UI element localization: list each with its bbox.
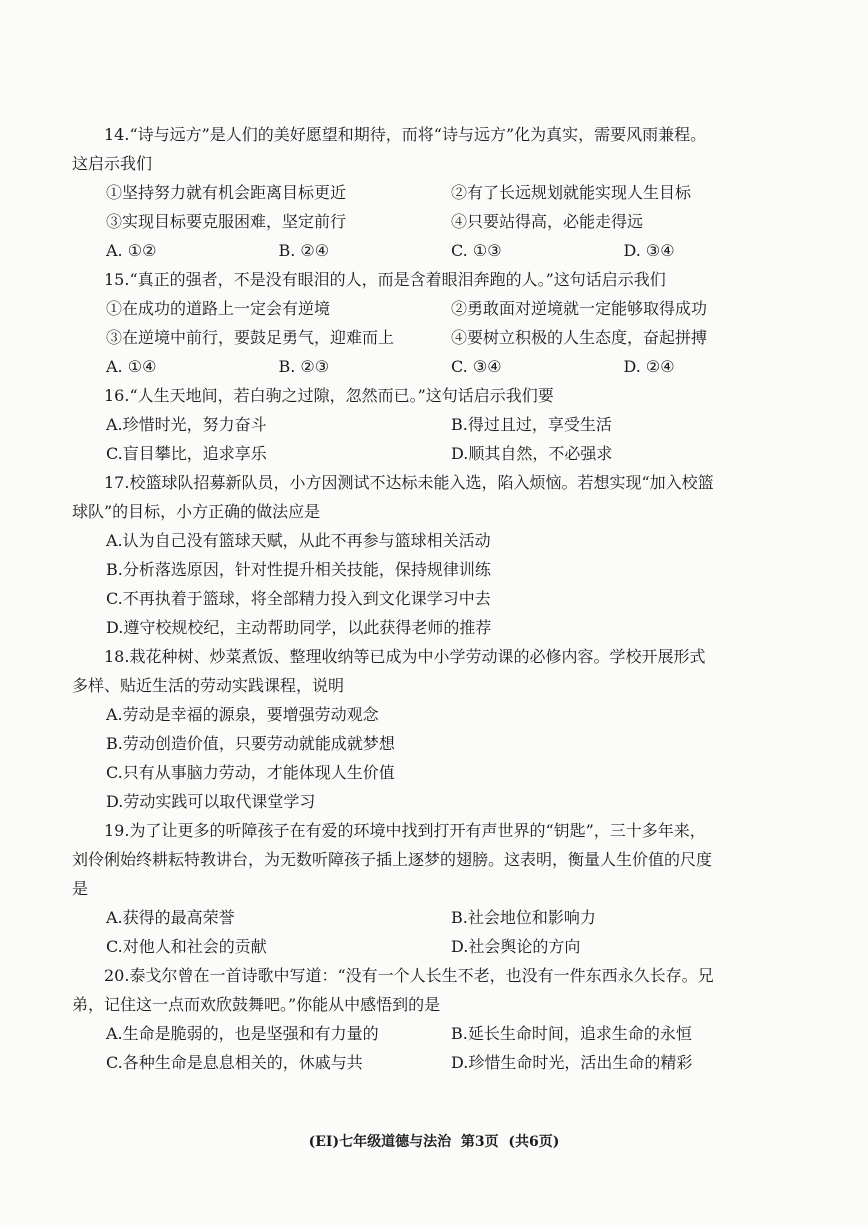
- option-row: [72, 410, 796, 439]
- question-stem: 20.泰戈尔曾在一首诗歌中写道：“没有一个人长生不老，也没有一件东西永久长存。兄: [104, 966, 714, 985]
- option-a: A.劳动是幸福的源泉，要增强劳动观念: [106, 705, 379, 724]
- statement-row: [72, 207, 796, 236]
- option-a: A.生命是脆弱的，也是坚强和有力量的: [106, 1024, 379, 1043]
- question-stem: 17.校篮球队招募新队员，小方因测试不达标未能入选，陷入烦恼。若想实现“加入校篮: [104, 473, 714, 492]
- statement-row: [72, 178, 796, 207]
- option-c: C.不再执着于篮球，将全部精力投入到文化课学习中去: [106, 589, 491, 608]
- statement: ③实现目标要克服困难，坚定前行: [106, 212, 347, 231]
- question-16: [72, 381, 796, 468]
- option-a: A.珍惜时光，努力奋斗: [106, 415, 267, 434]
- option-row: [72, 352, 796, 381]
- statement: ①坚持努力就有机会距离目标更近: [106, 183, 347, 202]
- question-15: [72, 265, 796, 381]
- option-d: D.珍惜生命时光，活出生命的精彩: [451, 1053, 693, 1072]
- option-b: B.得过且过，享受生活: [451, 415, 612, 434]
- question-17: [72, 468, 796, 642]
- page-footer: (EI)七年级道德与法治 第3页 (共6页): [308, 1134, 560, 1150]
- option-row: [72, 439, 796, 468]
- question-18: [72, 642, 796, 816]
- option-d: D.遵守校规校纪，主动帮助同学，以此获得老师的推荐: [106, 618, 492, 637]
- question-stem: 刘伶俐始终耕耘特教讲台，为无数听障孩子插上逐梦的翅膀。这表明，衡量人生价值的尺度: [72, 850, 713, 869]
- option-c: C. ①③: [451, 241, 502, 260]
- option-d: D. ②④: [623, 357, 675, 376]
- statement: ②勇敢面对逆境就一定能够取得成功: [451, 299, 708, 318]
- question-stem: 弟，记住这一点而欢欣鼓舞吧。”你能从中感悟到的是: [72, 995, 441, 1014]
- option-a: A. ①②: [106, 241, 157, 260]
- option-d: D.顺其自然，不必强求: [451, 444, 613, 463]
- option-b: B.分析落选原因，针对性提升相关技能，保持规律训练: [106, 560, 491, 579]
- question-stem: 19.为了让更多的听障孩子在有爱的环境中找到打开有声世界的“钥匙”，三十多年来，: [104, 821, 706, 840]
- statement-row: [72, 294, 796, 323]
- option-row: [72, 932, 796, 961]
- option-a: A. ①④: [106, 357, 157, 376]
- question-stem: 16.“人生天地间，若白驹之过隙，忽然而已。”这句话启示我们要: [104, 386, 554, 405]
- option-c: C. ③④: [451, 357, 502, 376]
- question-14: [72, 120, 796, 265]
- question-stem: 14.“诗与远方”是人们的美好愿望和期待，而将“诗与远方”化为真实，需要风雨兼程。: [104, 125, 707, 144]
- statement: ④只要站得高，必能走得远: [451, 212, 644, 231]
- option-d: D.社会舆论的方向: [451, 937, 581, 956]
- option-c: C.盲目攀比，追求享乐: [106, 444, 267, 463]
- option-b: B.延长生命时间，追求生命的永恒: [451, 1024, 692, 1043]
- option-row: [72, 1019, 796, 1048]
- statement-row: [72, 323, 796, 352]
- option-c: C.只有从事脑力劳动，才能体现人生价值: [106, 763, 395, 782]
- question-19: [72, 816, 796, 961]
- option-c: C.各种生命是息息相关的，休戚与共: [106, 1053, 363, 1072]
- question-stem: 这启示我们: [72, 154, 153, 173]
- statement: ①在成功的道路上一定会有逆境: [106, 299, 331, 318]
- option-row: [72, 1048, 796, 1077]
- option-a: A.获得的最高荣誉: [106, 908, 235, 927]
- option-d: D. ③④: [623, 241, 675, 260]
- option-b: B. ②④: [278, 241, 330, 260]
- option-c: C.对他人和社会的贡献: [106, 937, 267, 956]
- statement: ③在逆境中前行，要鼓足勇气，迎难而上: [106, 328, 395, 347]
- statement: ②有了长远规划就能实现人生目标: [451, 183, 692, 202]
- statement: ④要树立积极的人生态度，奋起拼搏: [451, 328, 708, 347]
- option-b: B. ②③: [278, 357, 330, 376]
- option-a: A.认为自己没有篮球天赋，从此不再参与篮球相关活动: [106, 531, 491, 550]
- question-stem: 球队”的目标，小方正确的做法应是: [72, 502, 321, 521]
- question-stem: 多样、贴近生活的劳动实践课程，说明: [72, 676, 345, 695]
- question-stem: 18.栽花种树、炒菜煮饭、整理收纳等已成为中小学劳动课的必修内容。学校开展形式: [104, 647, 706, 666]
- option-b: B.社会地位和影响力: [451, 908, 596, 927]
- option-b: B.劳动创造价值，只要劳动就能成就梦想: [106, 734, 395, 753]
- option-row: [72, 903, 796, 932]
- question-list: [72, 120, 796, 1077]
- question-stem: 是: [72, 879, 89, 898]
- option-d: D.劳动实践可以取代课堂学习: [106, 792, 316, 811]
- question-20: [72, 961, 796, 1077]
- option-row: [72, 236, 796, 265]
- question-stem: 15.“真正的强者，不是没有眼泪的人，而是含着眼泪奔跑的人。”这句话启示我们: [104, 270, 666, 289]
